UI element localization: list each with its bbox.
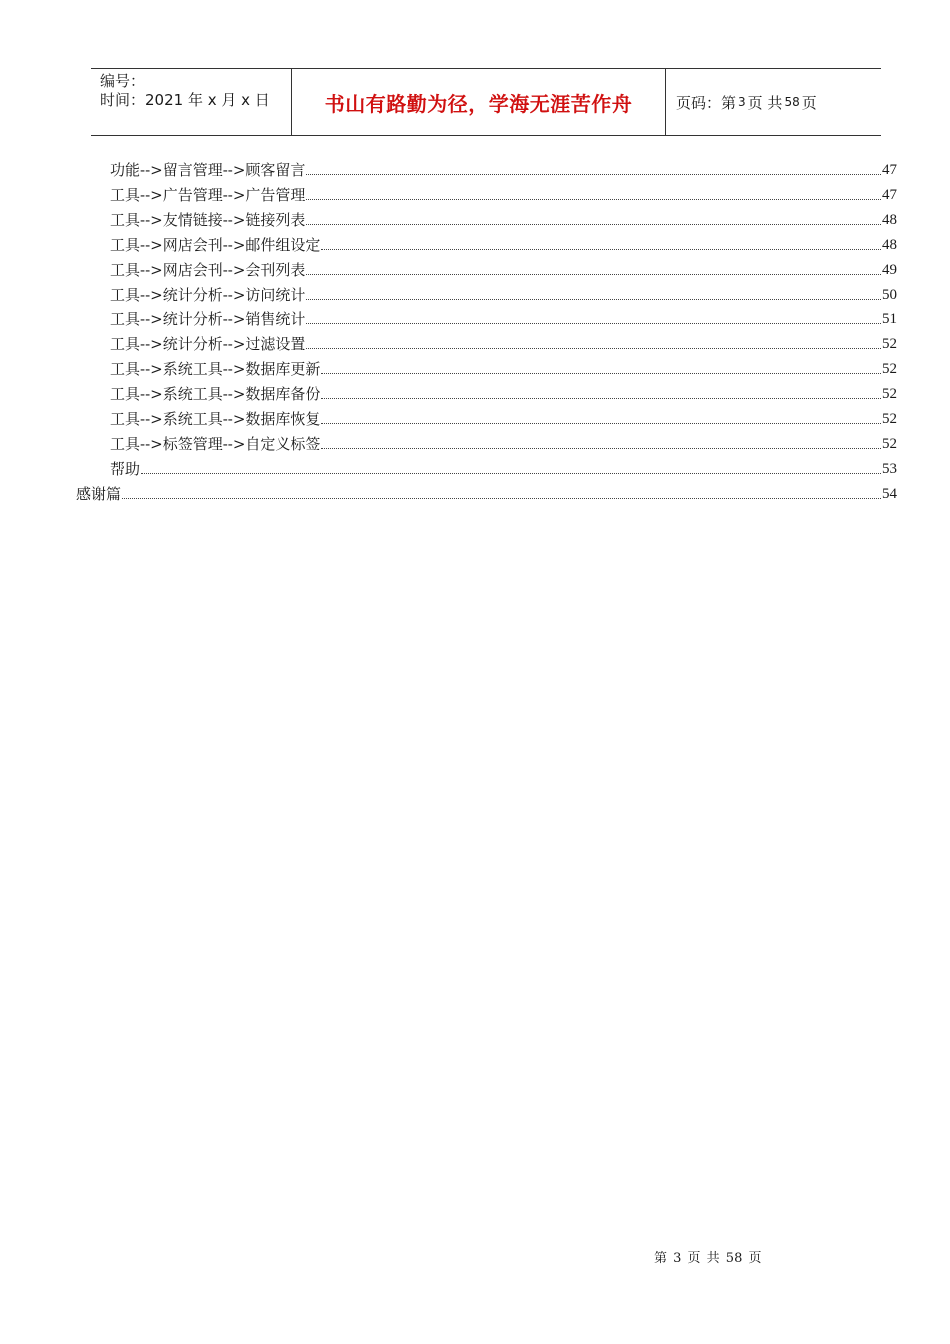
- toc-entry-title: 帮助: [110, 459, 141, 478]
- toc-entry-page: 53: [882, 460, 897, 477]
- header-motto: 书山有路勤为径，学海无涯苦作舟: [292, 69, 666, 135]
- toc-entry-title: 工具-->友情链接-->链接列表: [110, 210, 306, 229]
- toc-entry[interactable]: [110, 409, 897, 429]
- toc-leader-dots: [122, 497, 881, 499]
- page-total: 58: [784, 95, 800, 109]
- document-number-label: 编号：: [100, 72, 146, 90]
- toc-leader-dots: [306, 273, 881, 275]
- toc-entry[interactable]: [110, 260, 897, 280]
- toc-entry[interactable]: [110, 185, 897, 205]
- page-current: 3: [738, 95, 746, 109]
- toc-entry-title: 功能-->留言管理-->顾客留言: [110, 161, 306, 179]
- toc-entry[interactable]: [110, 359, 897, 379]
- toc-entry[interactable]: [110, 459, 897, 479]
- toc-leader-dots: [321, 248, 881, 250]
- toc-entry-title: 工具-->标签管理-->自定义标签: [110, 434, 321, 453]
- toc-leader-dots: [306, 223, 881, 225]
- toc-leader-dots: [306, 322, 881, 324]
- toc-entry-page: 50: [882, 286, 897, 303]
- toc-entry-title: 工具-->网店会刊-->邮件组设定: [110, 235, 321, 254]
- toc-leader-dots: [306, 173, 881, 175]
- toc-entry[interactable]: [110, 309, 897, 329]
- page-footer: 第 3 页 共 58 页: [654, 1251, 762, 1266]
- toc-leader-dots: [141, 472, 881, 474]
- toc-entry-page: 47: [882, 186, 897, 203]
- toc-entry-page: 52: [882, 411, 897, 427]
- toc-entry-title: 工具-->系统工具-->数据库备份: [110, 385, 321, 404]
- toc-entry-page: 47: [882, 162, 897, 178]
- header-page-info: [666, 69, 881, 135]
- toc-entry[interactable]: [110, 235, 897, 255]
- toc-leader-dots: [321, 372, 881, 374]
- page-suffix: 页: [801, 93, 817, 112]
- toc-entry-page: 51: [882, 311, 897, 328]
- toc-leader-dots: [306, 298, 881, 300]
- toc-leader-dots: [321, 447, 881, 449]
- document-time-label: 时间：2021 年 x 月 x 日: [100, 91, 270, 109]
- toc-entry-page: 52: [882, 386, 897, 403]
- toc-entry-page: 54: [882, 485, 897, 502]
- toc-entry-page: 49: [882, 261, 897, 278]
- toc-entry-title: 工具-->网店会刊-->会刊列表: [110, 260, 306, 279]
- toc-entry[interactable]: [110, 160, 897, 180]
- page-mid: 页 共: [747, 93, 783, 112]
- toc-leader-dots: [321, 422, 881, 424]
- toc-entry-title: 工具-->广告管理-->广告管理: [110, 185, 306, 204]
- header-info: [91, 69, 292, 135]
- toc-entry-page: 52: [882, 336, 897, 353]
- toc-leader-dots: [321, 397, 881, 399]
- toc-entry-page: 52: [882, 361, 897, 378]
- page-prefix: 页码：第: [676, 93, 737, 112]
- toc-entry-title: 工具-->统计分析-->访问统计: [110, 285, 306, 304]
- toc-leader-dots: [306, 347, 881, 349]
- toc-entry-title: 工具-->统计分析-->销售统计: [110, 310, 306, 329]
- toc-entry[interactable]: [110, 210, 897, 230]
- toc-entry[interactable]: [110, 434, 897, 454]
- toc-entry[interactable]: [110, 384, 897, 404]
- toc-entry-title: 感谢篇: [76, 484, 122, 503]
- toc-entry[interactable]: [76, 484, 897, 504]
- toc-entry-page: 48: [882, 211, 897, 228]
- page-header: [91, 68, 881, 136]
- toc-entry[interactable]: [110, 285, 897, 305]
- toc-leader-dots: [306, 198, 881, 200]
- toc-entry-title: 工具-->系统工具-->数据库更新: [110, 360, 321, 379]
- toc-entry-title: 工具-->统计分析-->过滤设置: [110, 335, 306, 354]
- toc-entry-page: 52: [882, 435, 897, 452]
- toc-entry-page: 48: [882, 236, 897, 253]
- toc-entry-title: 工具-->系统工具-->数据库恢复: [110, 410, 321, 428]
- toc-entry[interactable]: [110, 334, 897, 354]
